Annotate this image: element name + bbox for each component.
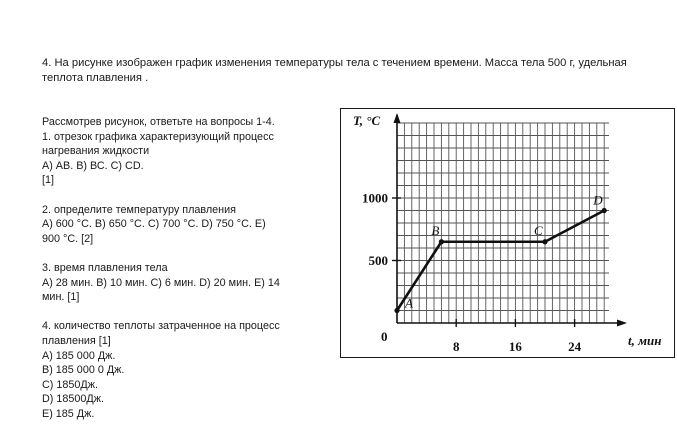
- x-tick-label: 24: [568, 339, 582, 354]
- x-tick-label: 8: [452, 339, 460, 354]
- q1-line-1: 1. отрезок графика характеризующий процесс: [42, 130, 274, 143]
- y-tick-label: 500: [368, 253, 388, 268]
- questions-block: [42, 115, 332, 421]
- task-header: 4. На рисунке изображен график изменения температуры тела с течением времени. Масса тела 500 г, удельная теплота плавления .: [42, 57, 627, 84]
- questions-intro: Рассмотрев рисунок, ответьте на вопросы 1-4.: [42, 116, 275, 128]
- q3-options-2: мин. [1]: [42, 291, 80, 304]
- q4-line-1: 4. количество теплоты затраченное на процесс: [42, 320, 280, 333]
- point-d-label: D: [593, 192, 603, 208]
- q4-option-a: А) 185 000 Дж.: [42, 349, 116, 362]
- q4-line-2: плавления [1]: [42, 334, 111, 347]
- point-b-marker: [439, 239, 444, 244]
- q1-options: А) АВ. В) ВС. С) CD.: [42, 159, 144, 172]
- point-a-marker: [394, 308, 399, 313]
- q3-options-1: А) 28 мин. В) 10 мин. С) 6 мин. D) 20 мин. Е) 14: [42, 276, 280, 289]
- point-a-label: A: [405, 295, 413, 311]
- q4-option-c: С) 1850Дж.: [42, 378, 98, 391]
- point-c-label: C: [534, 222, 543, 238]
- origin-label: 0: [381, 329, 388, 344]
- chart-axes: [394, 113, 628, 327]
- x-axis-arrow: [617, 320, 627, 327]
- figure-frame: [340, 108, 675, 358]
- chart-grid: [397, 123, 609, 323]
- q3-line: 3. время плавления тела: [42, 261, 168, 274]
- point-b-label: B: [431, 222, 440, 238]
- y-tick-label: 1000: [362, 190, 388, 206]
- q1-line-2: нагревания жидкости: [42, 145, 150, 158]
- q2-line: 2. определите температуру плавления: [42, 203, 237, 216]
- x-axis-label: t, мин: [628, 333, 662, 348]
- q4-option-e: Е) 185 Дж.: [42, 407, 95, 420]
- q2-options-1: А) 600 °С. В) 650 °С. С) 700 °С. D) 750 °С. Е): [42, 218, 266, 231]
- point-d-marker: [602, 208, 607, 213]
- q4-option-b: В) 185 000 0 Дж.: [42, 364, 125, 377]
- q1-points: [1]: [42, 174, 55, 187]
- chart-ticks: [362, 191, 582, 355]
- temperature-time-chart: [341, 109, 673, 356]
- point-c-marker: [542, 239, 547, 244]
- y-axis-label: T, °C: [353, 113, 381, 128]
- x-tick-label: 16: [508, 339, 522, 354]
- y-axis-arrow: [394, 113, 401, 123]
- q4-option-d: D) 18500Дж.: [42, 393, 104, 406]
- q2-options-2: 900 °С. [2]: [42, 232, 94, 245]
